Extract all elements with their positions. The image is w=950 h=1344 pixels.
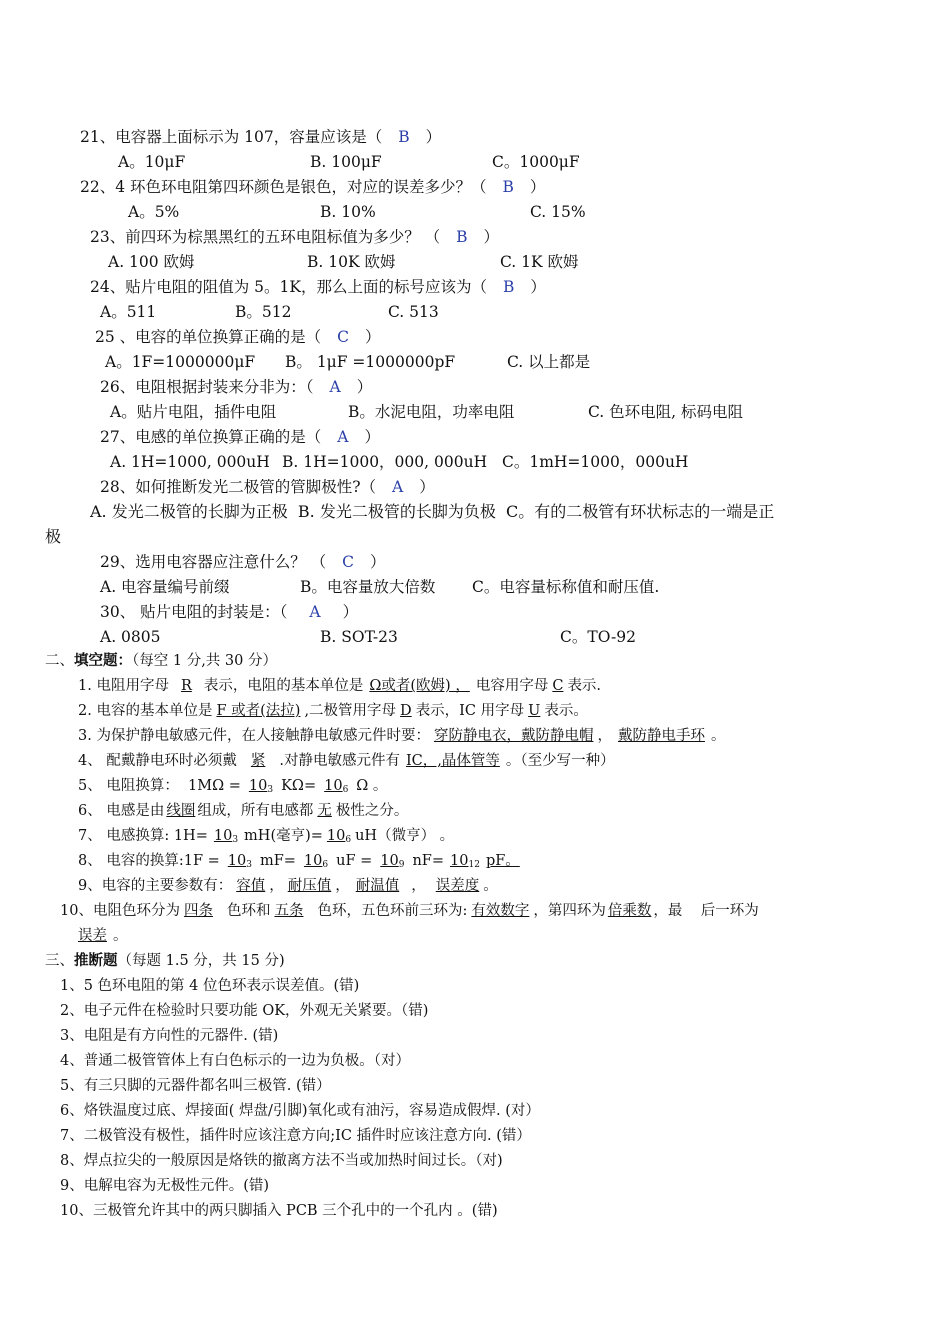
- answer-23: B: [456, 228, 468, 246]
- fill-item-6: 6、 电感是由 线圈 组成，所有电感都 无 极性之分。: [78, 803, 409, 819]
- fill-answer: $10_3$: [248, 778, 274, 795]
- q27-option-c: C。1mH=1000，000uH: [502, 453, 689, 471]
- fill-answer: IC，,晶体管等: [405, 753, 500, 769]
- judge-item-3: 3、电阻是有方向性的元器件. (错): [60, 1028, 279, 1044]
- q24-option-c: C. 513: [388, 303, 439, 321]
- section-fill-heading: 二、填空题：（每空 1 分,共 30 分）: [45, 652, 277, 669]
- q25-option-c: C. 以上都是: [507, 353, 591, 371]
- question-25: 25 、电容的单位换算正确的是（ C ）: [95, 328, 381, 346]
- judge-item-7: 7、二极管没有极性，插件时应该注意方向;IC 插件时应该注意方向. (错）: [60, 1128, 531, 1144]
- q28-options-wrap: 极: [45, 527, 62, 546]
- q29-option-c: C。电容量标称值和耐压值.: [472, 578, 660, 596]
- question-21: 21、电容器上面标示为 107，容量应该是（ B ）: [80, 128, 442, 146]
- fill-answer: 有效数字: [471, 903, 530, 919]
- fill-item-7: 7、 电感换算: $1H= 10_3$ mH(毫亨)= $10_6$ uH（微亨） 。: [78, 828, 455, 845]
- question-30: 30、 贴片电阻的封装是：（ A ）: [100, 603, 359, 621]
- answer-25: C: [337, 328, 350, 346]
- fill-answer: F 或者(法拉): [216, 703, 301, 719]
- judge-item-1: 1、5 色环电阻的第 4 位色环表示误差值。(错): [60, 978, 360, 994]
- q27-option-b: B. 1H=1000，000, 000uH: [282, 453, 488, 471]
- answer-27: A: [337, 428, 349, 446]
- q26-option-b: B。水泥电阻，功率电阻: [348, 403, 515, 421]
- fill-answer: $10_6$: [326, 828, 352, 845]
- fill-answer: R: [180, 678, 192, 694]
- q27-option-a: A. 1H=1000, 000uH: [110, 453, 270, 471]
- fill-item-10: 10、电阻色环分为 四条 色环和 五条 色环，五色环前三环为: 有效数字 ，第四环为 倍乘数 ，最 后一环为: [60, 903, 759, 919]
- answer-24: B: [502, 278, 515, 296]
- fill-item-8: 8、 电容的换算:1F = $10_3$ $mF= 10_6$ uF = $10_9$ $nF= 10_{12}$ pF。: [78, 853, 520, 870]
- fill-answer: 误差: [78, 928, 107, 944]
- fill-answer: $10_6$: [324, 778, 349, 795]
- judge-item-4: 4、普通二极管管体上有白色标示的一边为负极。（对）: [60, 1053, 410, 1069]
- q23-option-a: A. 100 欧姆: [108, 253, 195, 271]
- fill-answer: 紧: [250, 753, 266, 769]
- q26-option-a: A。贴片电阻，插件电阻: [110, 403, 277, 421]
- q30-option-c: C。TO-92: [560, 628, 636, 646]
- fill-item-10-wrap: 误差 。: [78, 928, 128, 944]
- fill-item-3: 3. 为保护静电敏感元件，在人接触静电敏感元件时要： 穿防静电衣，戴防静电帽 ， 戴防静电手环 。: [78, 728, 726, 744]
- question-23: 23、前四环为棕黑黑红的五环电阻标值为多少？ （ B ）: [90, 228, 500, 246]
- question-24: 24、贴片电阻的阻值为 5。1K，那么上面的标号应该为（ B ）: [90, 278, 546, 296]
- fill-answer: D: [400, 703, 412, 719]
- fill-answer: 穿防静电衣，戴防静电帽: [433, 728, 594, 744]
- fill-answer: $10_6$: [303, 853, 329, 870]
- judge-item-6: 6、烙铁温度过底、焊接面( 焊盘/引脚)氧化或有油污，容易造成假焊. (对）: [60, 1103, 540, 1119]
- question-22: 22、4 环色环电阻第四环颜色是银色，对应的误差多少？（ B ）: [80, 178, 546, 196]
- q30-option-a: A. 0805: [100, 628, 161, 646]
- fill-answer: 误差度: [435, 878, 480, 894]
- fill-answer: 耐温值: [355, 878, 400, 894]
- fill-answer: 五条: [274, 903, 304, 919]
- answer-30: A: [309, 603, 321, 621]
- q25-option-a: A。1F=1000000μF: [105, 353, 256, 371]
- answer-28: A: [392, 478, 404, 496]
- q24-option-b: B。512: [235, 303, 292, 321]
- q25-option-b: B。 1μF =1000000pF: [285, 353, 456, 371]
- fill-item-2: 2. 电容的基本单位是 F 或者(法拉) ,二极管用字母 D 表示，IC 用字母 U 表示。: [78, 703, 588, 719]
- answer-21: B: [398, 128, 410, 146]
- fill-item-5: 5、 电阻换算： $1M\Omega = 10_3$ $K\Omega= 10_6$ Ω 。: [78, 778, 388, 795]
- question-28: 28、如何推断发光二极管的管脚极性?（ A ）: [100, 478, 435, 496]
- judge-item-9: 9、电解电容为无极性元件。(错): [60, 1178, 270, 1194]
- fill-answer: 容值: [236, 878, 266, 894]
- fill-answer: U: [528, 703, 541, 719]
- q24-option-a: A。511: [100, 303, 157, 321]
- question-29: 29、选用电容器应注意什么？ （ C ）: [100, 553, 386, 571]
- q22-option-c: C. 15%: [530, 203, 586, 221]
- fill-answer: 无: [317, 803, 332, 819]
- q30-option-b: B. SOT-23: [320, 628, 398, 646]
- fill-answer: Ω或者(欧姆) ，: [369, 678, 470, 694]
- judge-item-5: 5、有三只脚的元器件都名叫三极管. (错）: [60, 1078, 331, 1094]
- q22-option-b: B. 10%: [320, 203, 376, 221]
- fill-item-4: 4、 配戴静电环时必须戴 紧 .对静电敏感元件有 IC，,晶体管等 。（至少写一种）: [78, 753, 615, 769]
- judge-item-10: 10、三极管允许其中的两只脚插入 PCB 三个孔中的一个孔内 。(错): [60, 1203, 498, 1219]
- question-27: 27、电感的单位换算正确的是（ A ）: [100, 428, 380, 446]
- q21-option-c: C。1000μF: [492, 153, 580, 171]
- fill-answer: 四条: [183, 903, 213, 919]
- q29-option-b: B。电容量放大倍数: [300, 578, 436, 596]
- section-judge-heading: 三、推断题（每题 1.5 分，共 15 分): [45, 952, 285, 969]
- fill-answer: 耐压值: [287, 878, 332, 894]
- fill-answer: $10_9$: [380, 853, 405, 870]
- judge-item-2: 2、电子元件在检验时只要功能 OK，外观无关紧要。（错): [60, 1003, 429, 1019]
- q21-option-a: A。10μF: [118, 153, 186, 171]
- answer-22: B: [502, 178, 514, 196]
- q29-option-a: A. 电容量编号前缀: [100, 578, 230, 596]
- q26-option-c: C. 色环电阻, 标码电阻: [588, 403, 744, 421]
- judge-item-8: 8、焊点拉尖的一般原因是烙铁的撤离方法不当或加热时间过长。（对): [60, 1153, 503, 1169]
- answer-29: C: [342, 553, 355, 571]
- q21-option-b: B. 100μF: [310, 153, 382, 171]
- fill-answer: $10_{12}$: [450, 853, 480, 870]
- q22-option-a: A。5%: [128, 203, 180, 221]
- fill-answer: $10_3$: [227, 853, 252, 870]
- fill-answer: C: [552, 678, 564, 694]
- fill-item-1: 1. 电阻用字母 R 表示，电阻的基本单位是 Ω或者(欧姆) ， 电容用字母 C 表示.: [78, 678, 602, 694]
- q23-option-c: C. 1K 欧姆: [500, 253, 579, 271]
- q23-option-b: B. 10K 欧姆: [307, 253, 396, 271]
- question-26: 26、电阻根据封装来分非为：（ A ）: [100, 378, 373, 396]
- answer-26: A: [329, 378, 341, 396]
- fill-answer: 倍乘数: [607, 903, 652, 919]
- fill-answer: 线圈: [166, 803, 196, 819]
- fill-answer: 戴防静电手环: [617, 728, 705, 744]
- q28-options: A. 发光二极管的长脚为正极 B. 发光二极管的长脚为负极 C。有的二极管有环状标志的一端是正: [90, 502, 775, 521]
- fill-item-9: 9、电容的主要参数有： 容值 ， 耐压值 ， 耐温值 ， 误差度 。: [78, 878, 498, 894]
- fill-answer: $10_3$: [213, 828, 239, 845]
